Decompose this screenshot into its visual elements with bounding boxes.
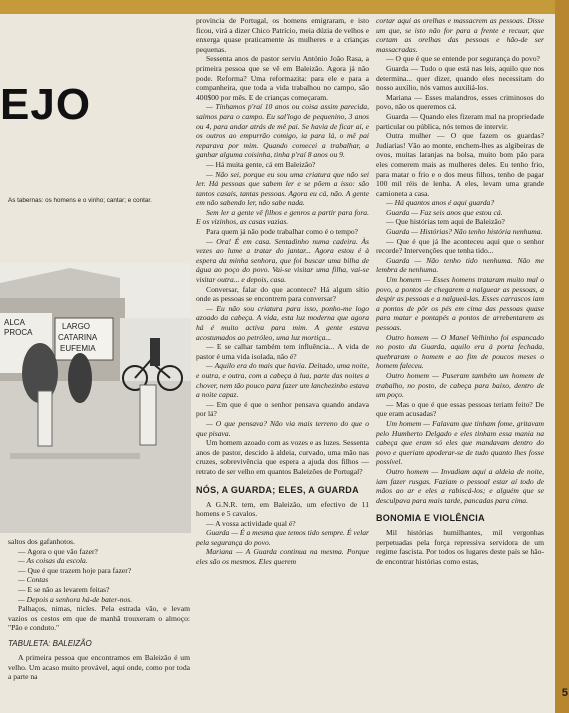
paragraph: A G.N.R. tem, em Baleizão, um efectivo de 11 homens e 5 cavalos.	[196, 499, 369, 519]
paragraph: — As coisas da escola.	[18, 556, 88, 566]
paragraph: — E se não as levarem feitas?	[18, 584, 110, 594]
page-number: 5	[561, 687, 568, 699]
paragraph: — Que histórias tem aqui de Baleizão?	[386, 217, 505, 227]
paragraph: — Depois a senhora há-de bater-nos.	[18, 594, 133, 604]
paragraph: Outro homem — Puseram também um homem de trabalho, no posto, de cabeça para baixo, dentro de um poço.	[376, 370, 544, 400]
paragraph: — Tínhamos p'raí 10 anos ou coisa assim parecida, saímos para o campo. Eu sal'logo de pequenino, 3 anos ou 4, para andar atrás de mê pai. Se havia de ficar aí, e os outros ao empurrão comigo, ia para lá, o mê pai reparava por mim. Quando comecei a trabalhar, a ganhar alguma coisinha, tinha p'raí 8 anos ou 9.	[196, 102, 369, 160]
paragraph: — Aquilo era do mais que havia. Deitado, uma noite, e outra, e outra, com a cabeça à lua, parte das noites a chover, nem tão pouco para fazer um lanchezinho estava a noite capaz.	[196, 361, 369, 400]
paragraph: A primeira pessoa que encontramos em Baleizão é um velho. Um acaso muito provável, aqui onde, como por toda a parte na	[8, 652, 190, 682]
paragraph: — Agora o que vão fazer?	[18, 546, 98, 556]
column-3	[376, 16, 544, 567]
top-border	[0, 0, 569, 14]
paragraph: Sessenta anos de pastor serviu António João Rasa, a primeira pessoa que se vê em Baleizão. Agora já não pode. Reforma? Uma reformazita: para ele e para a companheira, que toda a vida trabalhou no campo, são 400$00 por mês. E de crianças começaram.	[196, 54, 369, 102]
paragraph: Sem ler a gente vê filhos e genros a partir para fora. E os vizinhos, as casas vazias.	[196, 207, 369, 227]
paragraph: Para quem já não pode trabalhar como é o tempo?	[206, 227, 359, 237]
paragraph: Outra mulher — O que fazem os guardas? Judiarias! Vão ao monte, enchem-lhes as algibeiras de ovos, muitas laranjas na bolsa, muito bom pão para eles comerem mais as mulheres deles. Eu tenho frio, para matar o frio e o dos meus filhos, tenho de pagar 100 mil réis de lenha. A eles, levam uma grande camioneta a casa.	[376, 131, 544, 198]
paragraph: Guarda — Quando eles fizeram mal na propriedade particular ou pública, nós temos de intervir.	[376, 111, 544, 131]
paragraph: Guarda — É a mesma que temos tido sempre. É velar pela segurança do povo.	[196, 528, 369, 547]
shop-sign-text: ALCA	[4, 318, 25, 327]
paragraph: Guarda — Não tenho tido nenhuma. Não me lembra de nenhuma.	[376, 255, 544, 275]
paragraph: Outro homem — O Manel Velhinho foi espancado no posto da Guarda, aquilo era à porta fechada, quebraram o homem e ao fim de poucos meses o homem faleceu.	[376, 332, 544, 371]
paragraph: Mil histórias humilhantes, mil vergonhas perpetuadas pela força repressiva servidora de um regime fascista. Por todos os lugares deste país se hão-de encontrar histórias como estas,	[376, 528, 544, 567]
paragraph: Guarda — Faz seis anos que estou cá.	[386, 207, 503, 217]
paragraph: Um homem — Esses homens trataram muito mal o povo, a pontos de chegarem a nalguear as pessoas, a despir as pessoas e a nalgueá-las. Esses carrascos iam a pontos de pôr os pés em cima das pessoas quase para matar e pontapés a pontos de arrebentarem as pessoas.	[376, 275, 544, 332]
paragraph: saltos dos gafanhotos.	[8, 537, 75, 546]
section-subhead: TABULETA: BALEIZÃO	[8, 638, 92, 648]
paragraph: — Contas	[18, 575, 49, 585]
paragraph: Outro homem — Invadiam aqui a aldeia de noite, iam fazer rusgas. Faziam o pessoal estar aí todo de mãos ao ar e eles a rabiscá-los; e alguém que se desculpava para mais tarde, pancadas para cima.	[376, 466, 544, 505]
paragraph: — Há quantos anos é aqui guarda?	[386, 198, 495, 208]
paragraph: cortar aqui as orelhas e massacrem as pessoas. Disse um que, se isto não for para a frente e recuar, que cortam as orelhas das pessoas e hão-de ser massacradas.	[376, 16, 544, 54]
paragraph: — Em que é que o senhor pensava quando andava por lá?	[196, 399, 369, 419]
paragraph: — Ora! É em casa. Sentadinho numa cadeira. Às vezes ao lume a tratar do jantar... Agora estou é à espera da minha senhora, que foi buscar uma bilha de água ao poço do povo. Vai-se visitar uma filha, vai-se visitar outra... e depois, casa.	[196, 236, 369, 285]
paragraph: — Mas o que é que essas pessoas teriam feito? De que eram acusadas?	[376, 399, 544, 419]
paragraph: província de Portugal, os homens emigraram, e isto ficou, virá a dizer Chico Patrício, meia dúzia de velhos e enxerga quase praticamente às mulheres e a crianças pequenas.	[196, 16, 369, 54]
svg-text:CATARINA: CATARINA	[58, 333, 98, 342]
paragraph: Palhaços, nimas, nicles. Pela estrada vão, e levam vazios os cestos em que de manhã trouxeram o almoço: "Pão e conduto."	[8, 604, 190, 633]
paragraph: Guarda — Tudo o que está nas leis, aquilo que nos determina... quer dizer, quando eles necessitam do nosso auxílio, nós vamos auxiliá-los.	[376, 63, 544, 93]
paragraph: — O que é que se entende por segurança do povo?	[386, 54, 540, 64]
paragraph: — E se calhar também tem influência... A vida de pastor é uma vida isolada, não é?	[196, 342, 369, 361]
column-1	[8, 537, 190, 682]
paragraph: Guarda — Histórias? Não tenho história nenhuma.	[386, 227, 543, 237]
paragraph: Um homem azoado com as vozes e as luzes. Sessenta anos de pastor, descido à aldeia, curvado, uma mão nas cruzes, sobrevivência que espera a ajuda dos filhos — retrato de ser velho em quantos Baleizões de Portugal?	[196, 438, 369, 476]
paragraph: Mariana — A Guarda continua na mesma. Porque eles são os mesmos. Eles querem	[196, 547, 369, 567]
section-heading: NÓS, A GUARDA; ELES, A GUARDA	[196, 484, 359, 495]
svg-text:EUFEMIA: EUFEMIA	[60, 344, 96, 353]
paragraph: — Há muita gente, cá em Baleizão?	[206, 159, 316, 169]
paragraph: Um homem — Falavam que tinham fome, gritavam pelo Humberto Delgado e eles tinham essa mania na cabeça que eram só eles que mandavam dentro do povo e queriam apoderar-se de tudo quanto lhes fosse possível.	[376, 418, 544, 467]
right-border	[555, 0, 569, 713]
paragraph: — A vossa actividade qual é?	[206, 518, 296, 528]
street-sign-text: LARGO	[62, 322, 91, 331]
svg-text:PROCA: PROCA	[4, 328, 33, 337]
paragraph: — Eu não sou criatura para isso, ponho-me logo azoado da cabeça. A vida, esta luz moderna que agora há é muito activa para mim. A gente estava acostumados ao petróleo, uma luz mortiça...	[196, 303, 369, 342]
paragraph: Conversar, falar do que acontece? Há algum sítio onde as pessoas se encontrem para conversar?	[196, 284, 369, 304]
column-2	[196, 16, 369, 567]
photo-caption: As tabernas: os homens e o vinho; cantar; e contar.	[8, 197, 152, 204]
headline: EJO	[0, 80, 92, 129]
village-photo	[0, 263, 191, 533]
section-heading: BONOMIA E VIOLÊNCIA	[376, 513, 485, 524]
paragraph: — Que é que já lhe aconteceu aqui que o senhor recorde? Intervenções que tenha tido...	[376, 236, 544, 256]
paragraph: — Que é que trazem hoje para fazer?	[18, 565, 132, 575]
paragraph: Mariana — Esses malandros, esses criminosos do povo, não os queremos cá.	[376, 92, 544, 112]
paragraph: — O que pensava? Não via mais terreno do que o que pisava.	[196, 418, 369, 438]
paragraph: — Não sei, porque eu sou uma criatura que não sei ler. Há pessoas que sabem ler e se põem a isso: são tantos casais, tantas pessoas. Agora eu cá, não. A gente em não sabendo ler, não sabe nada.	[196, 169, 369, 208]
